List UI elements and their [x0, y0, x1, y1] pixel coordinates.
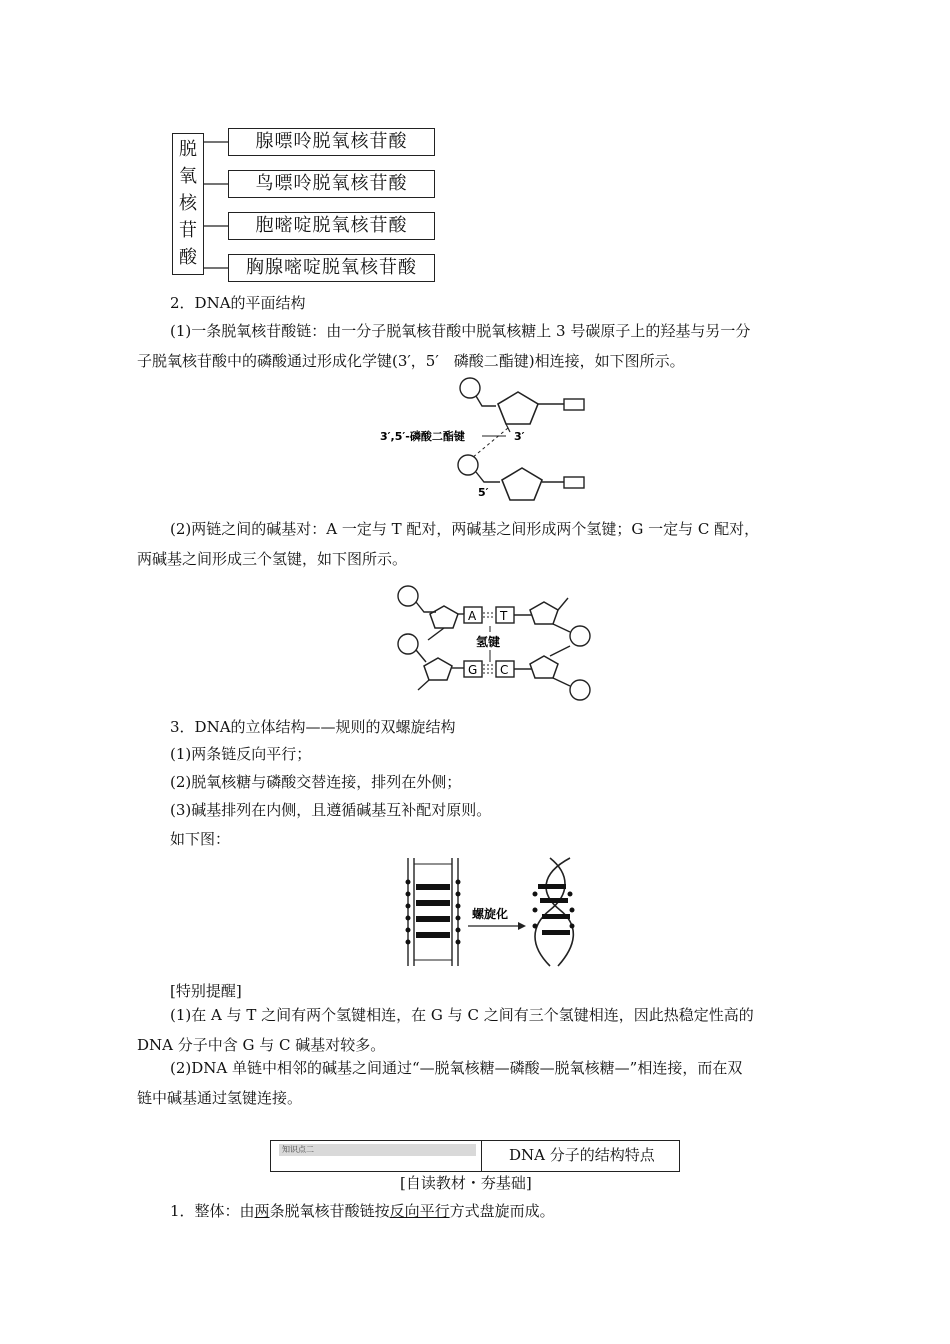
para-line: (1)一条脱氧核苷酸链：由一分子脱氧核苷酸中脱氧核糖上 3 号碳原子上的羟基与另一分 [170, 322, 751, 340]
label-3prime: 3′ [514, 430, 525, 443]
section2-paragraph1 [137, 316, 817, 376]
base-c: C [500, 663, 509, 677]
base-g: G [468, 663, 478, 677]
fill-in-answer: 反向平行 [389, 1202, 450, 1220]
nucleotide-root-box [172, 133, 204, 275]
line-suffix: 方式盘旋而成。 [449, 1202, 555, 1220]
nucleotide-item: 腺嘌呤脱氧核苷酸 [228, 128, 435, 156]
para-line: 子脱氧核苷酸中的磷酸通过形成化学键(3′，5′ 磷酸二酯键)相连接，如下图所示。 [137, 352, 685, 370]
tree-connectors [204, 130, 230, 280]
root-char: 脱 [179, 139, 197, 160]
nucleotide-item: 胸腺嘧啶脱氧核苷酸 [228, 254, 435, 282]
figure-lead: 如下图： [170, 830, 231, 848]
knowledge-point-banner [270, 1140, 680, 1172]
base-a: A [468, 609, 477, 623]
para-line: 链中碱基通过氢键连接。 [137, 1089, 303, 1107]
root-char: 核 [179, 193, 197, 214]
phosphodiester-bond-figure [380, 372, 600, 502]
hbond-label: 氢键 [476, 635, 501, 649]
tips-paragraph2 [137, 1053, 817, 1113]
section3-item: (1)两条链反向平行； [170, 745, 312, 763]
knowledge-point-tag: 知识点二 [279, 1144, 476, 1156]
knowledge-point-subtitle: [自读教材・夯基础] [400, 1174, 532, 1192]
root-char: 氧 [179, 166, 197, 187]
root-char: 苷 [179, 220, 197, 241]
knowledge-point-title: DNA 分子的结构特点 [509, 1146, 655, 1164]
line-prefix: 1．整体：由 [170, 1202, 255, 1220]
double-helix-figure [400, 854, 590, 972]
para-line: (2)DNA 单链中相邻的碱基之间通过“—脱氧核糖—磷酸—脱氧核糖—”相连接，而在双 [170, 1059, 743, 1077]
section3-item: (2)脱氧核糖与磷酸交替连接，排列在外侧； [170, 773, 462, 791]
helix-rungs [533, 884, 575, 935]
para-line: 两碱基之间形成三个氢键，如下图所示。 [137, 550, 408, 568]
nucleotide-item: 胞嘧啶脱氧核苷酸 [228, 212, 435, 240]
label-5prime: 5′ [478, 486, 489, 499]
tips-title: [特别提醒] [170, 982, 242, 1000]
section2-paragraph2 [137, 514, 817, 574]
fill-in-answer: 两 [254, 1202, 270, 1220]
root-char: 酸 [179, 247, 197, 268]
para-line: (2)两链之间的碱基对：A 一定与 T 配对，两碱基之间形成两个氢键；G 一定与 C 配对， [170, 520, 760, 538]
section3-item: (3)碱基排列在内侧，且遵循碱基互补配对原则。 [170, 801, 492, 819]
section3-heading: 3．DNA的立体结构——规则的双螺旋结构 [170, 718, 456, 736]
arrow-label: 螺旋化 [472, 907, 509, 921]
base-pair-figure [390, 580, 600, 706]
nucleotide-item: 鸟嘌呤脱氧核苷酸 [228, 170, 435, 198]
base-t: T [500, 609, 508, 623]
para-line: DNA 分子中含 G 与 C 碱基对较多。 [137, 1036, 386, 1054]
bond-label: 3′,5′-磷酸二酯键 [380, 430, 465, 443]
tips-paragraph1 [137, 1000, 817, 1060]
overall-structure-line [170, 1198, 555, 1224]
section2-heading: 2．DNA的平面结构 [170, 294, 306, 312]
para-line: (1)在 A 与 T 之间有两个氢键相连，在 G 与 C 之间有三个氢键相连，因此热稳定性高的 [170, 1006, 754, 1024]
kp-divider [481, 1141, 482, 1171]
line-mid: 条脱氧核苷酸链按 [269, 1202, 390, 1220]
